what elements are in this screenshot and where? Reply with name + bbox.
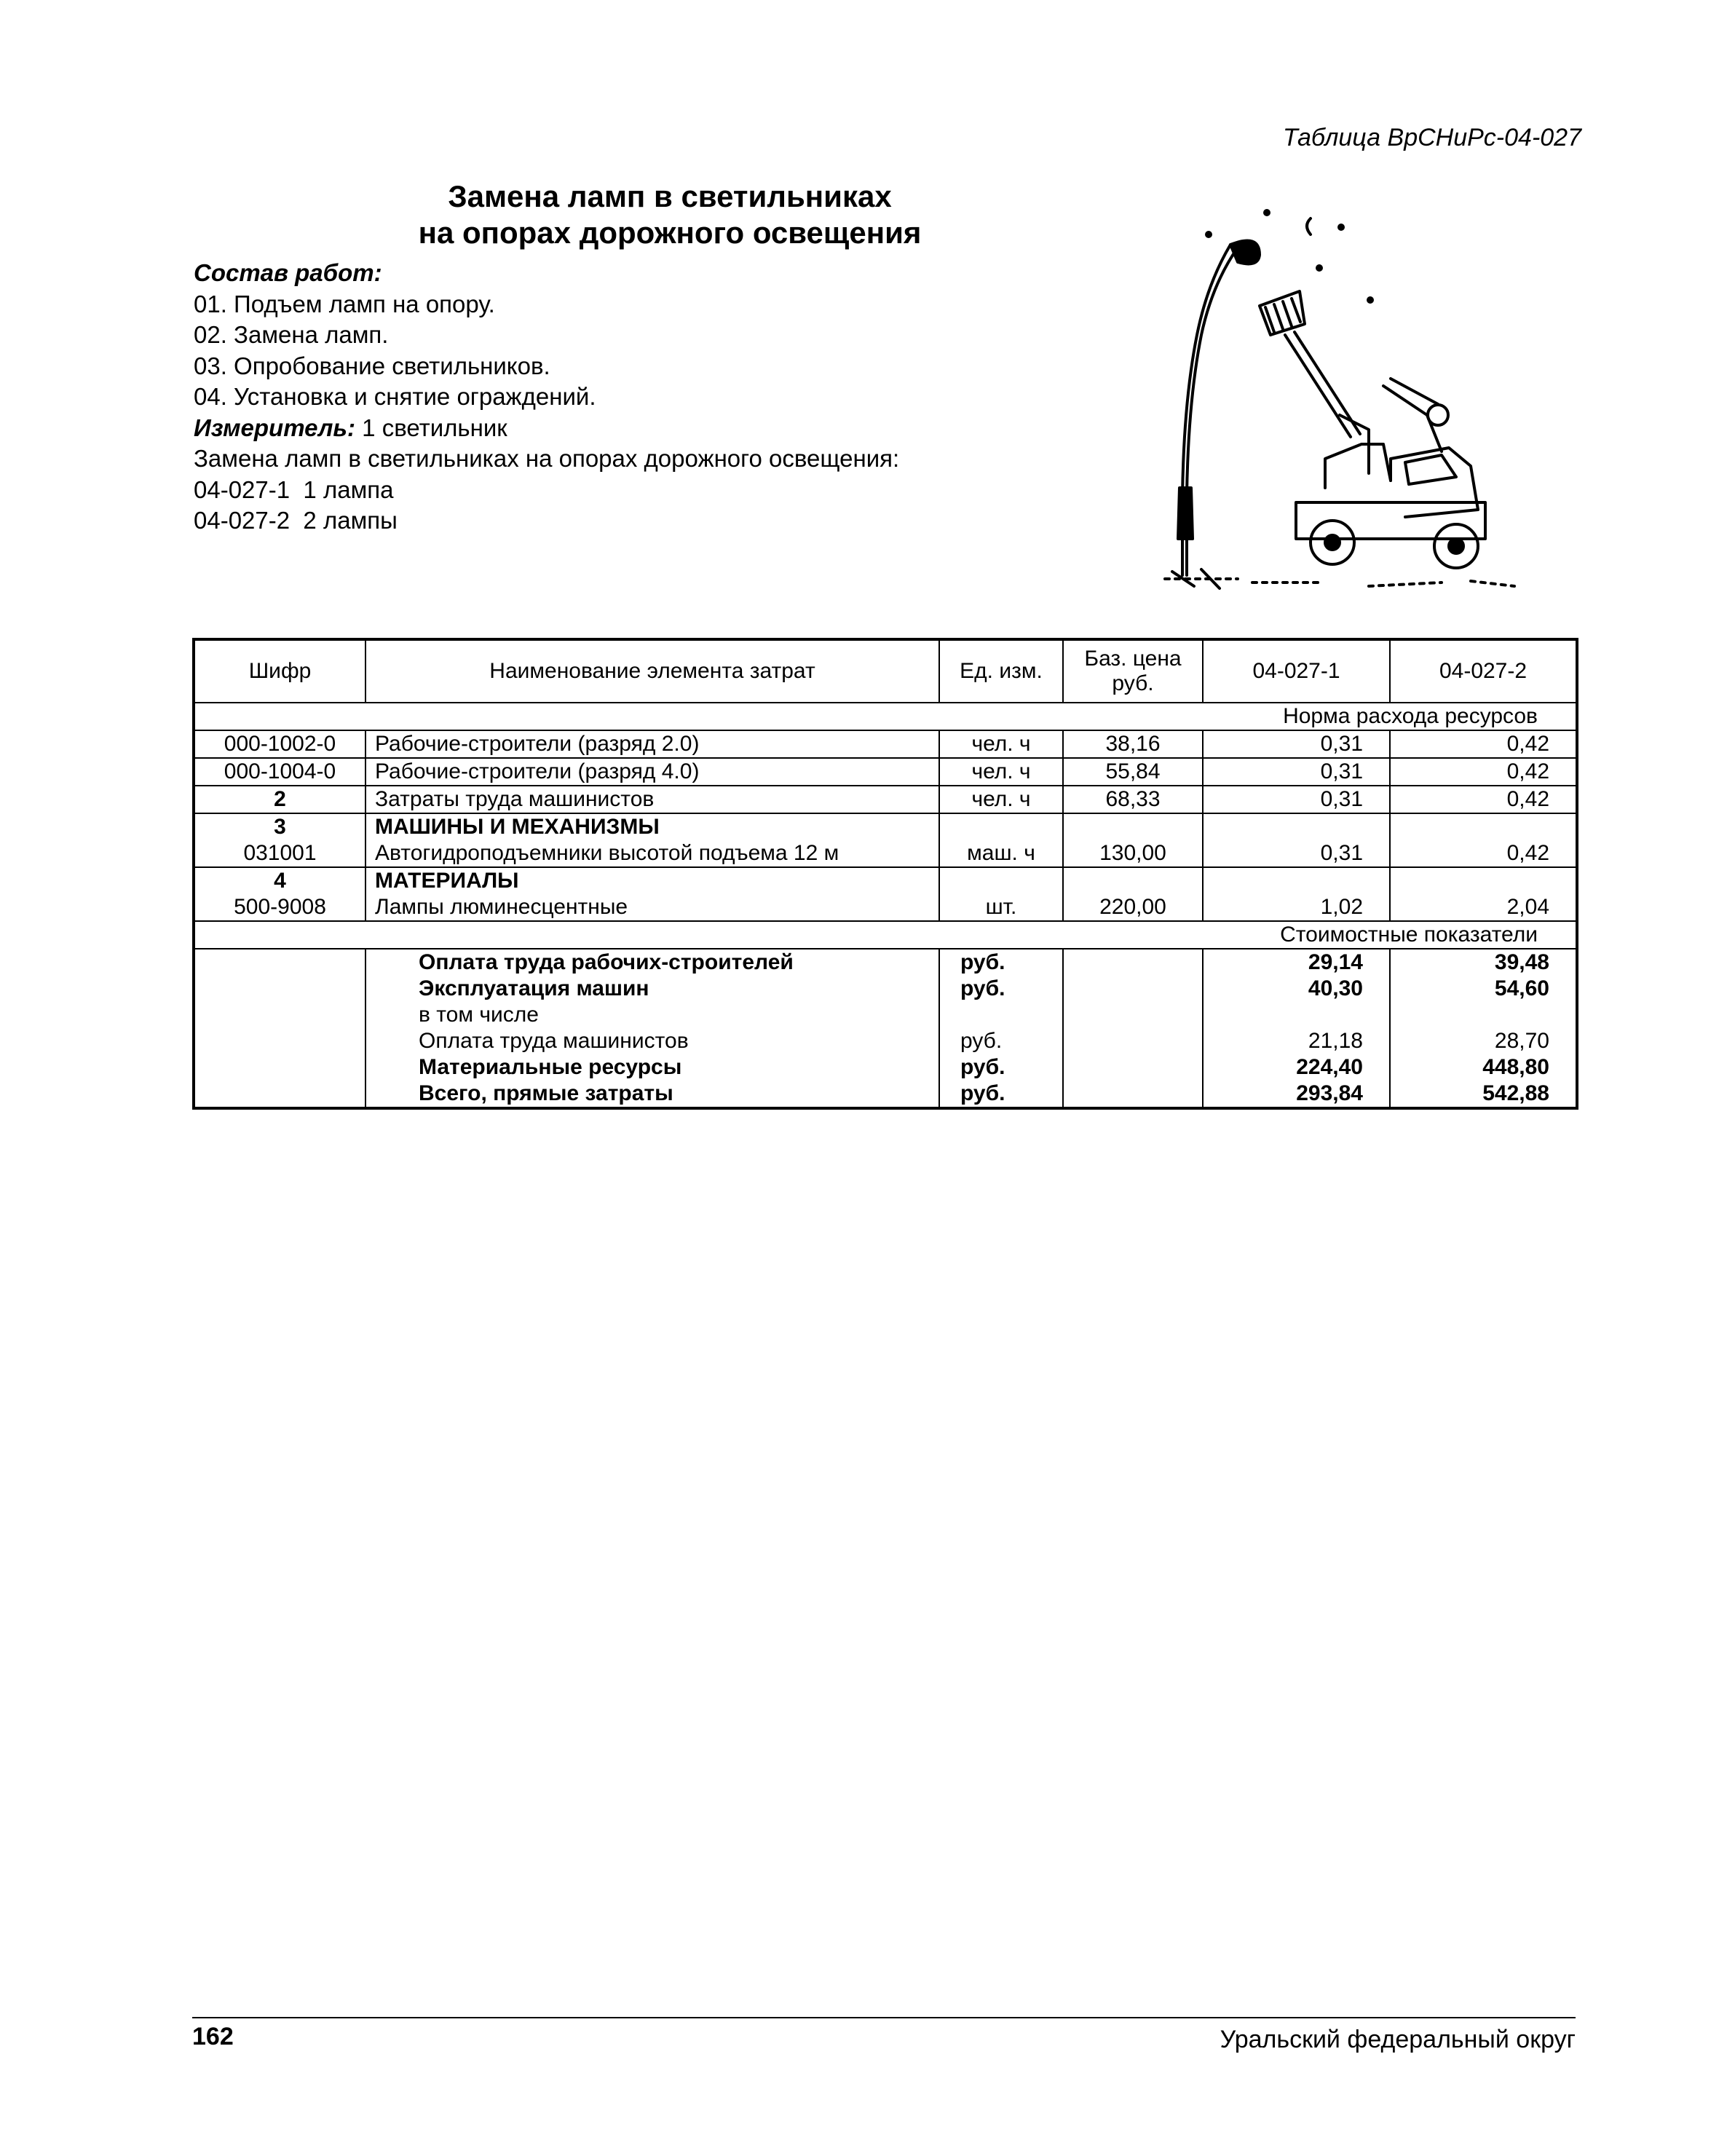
- summary-unit: руб.: [939, 976, 1063, 1002]
- work-item: 03. Опробование светильников.: [194, 352, 550, 379]
- works-label: Состав работ:: [194, 259, 382, 286]
- row-code: 000-1002-0: [194, 730, 365, 758]
- work-item: 04. Установка и снятие ограждений.: [194, 383, 596, 410]
- row-value-2: 0,42: [1390, 730, 1577, 758]
- row-value-1: 1,02: [1203, 894, 1390, 921]
- summary-value-2: 448,80: [1390, 1054, 1577, 1081]
- summary-row: [194, 1054, 1577, 1081]
- header-variant-1: 04-027-1: [1203, 639, 1390, 703]
- summary-value-1: 224,40: [1203, 1054, 1390, 1081]
- norm-section-row: [194, 703, 1577, 730]
- table-row: [194, 894, 1577, 921]
- title-line-2: на опорах дорожного освещения: [418, 216, 922, 250]
- summary-row: [194, 976, 1577, 1002]
- row-value-2: 0,42: [1390, 758, 1577, 786]
- aerial-lift-illustration: [1150, 197, 1529, 597]
- row-unit: чел. ч: [939, 730, 1063, 758]
- summary-value-2: 28,70: [1390, 1028, 1577, 1054]
- summary-row: [194, 949, 1577, 976]
- summary-name: Материальные ресурсы: [365, 1054, 939, 1081]
- row-name: Затраты труда машинистов: [365, 786, 939, 813]
- row-value-2: 2,04: [1390, 894, 1577, 921]
- row-price: 38,16: [1063, 730, 1203, 758]
- summary-value-1: 29,14: [1203, 949, 1390, 976]
- summary-name: Оплата труда машинистов: [365, 1028, 939, 1054]
- header-name: Наименование элемента затрат: [365, 639, 939, 703]
- row-value-1: 0,31: [1203, 730, 1390, 758]
- row-value-1: 0,31: [1203, 786, 1390, 813]
- summary-row: [194, 1028, 1577, 1054]
- variant-item: 04-027-1 1 лампа: [194, 475, 394, 503]
- summary-value-1: 21,18: [1203, 1028, 1390, 1054]
- header-price-line-1: Баз. цена: [1084, 647, 1182, 671]
- row-name: Рабочие-строители (разряд 2.0): [365, 730, 939, 758]
- row-name: Автогидроподъемники высотой подъема 12 м: [365, 840, 939, 867]
- row-price: 130,00: [1063, 840, 1203, 867]
- summary-name: Оплата труда рабочих-строителей: [365, 949, 939, 976]
- summary-value-2: 542,88: [1390, 1081, 1577, 1108]
- section-name: МАТЕРИАЛЫ: [365, 867, 939, 894]
- summary-name: Эксплуатация машин: [365, 976, 939, 1002]
- section-code: 4: [194, 867, 365, 894]
- table-reference: Таблица ВрСНиРс-04-027: [1282, 124, 1581, 151]
- summary-unit: руб.: [939, 949, 1063, 976]
- row-value-2: 0,42: [1390, 786, 1577, 813]
- row-price: 68,33: [1063, 786, 1203, 813]
- summary-unit: руб.: [939, 1081, 1063, 1108]
- table-section-row: [194, 867, 1577, 894]
- row-unit: чел. ч: [939, 758, 1063, 786]
- norm-section-label: Норма расхода ресурсов: [194, 703, 1577, 730]
- work-description: [194, 258, 1140, 537]
- section-code: 3: [194, 813, 365, 840]
- row-code: 000-1004-0: [194, 758, 365, 786]
- summary-value-1: 40,30: [1203, 976, 1390, 1002]
- row-unit: маш. ч: [939, 840, 1063, 867]
- row-value-1: 0,31: [1203, 840, 1390, 867]
- row-price: 220,00: [1063, 894, 1203, 921]
- row-code: 031001: [194, 840, 365, 867]
- summary-row: [194, 1081, 1577, 1108]
- summary-row: [194, 1002, 1577, 1028]
- table-row: [194, 786, 1577, 813]
- meter-label: Измеритель:: [194, 414, 355, 441]
- summary-value-2: 54,60: [1390, 976, 1577, 1002]
- row-name: Лампы люминесцентные: [365, 894, 939, 921]
- summary-unit: руб.: [939, 1054, 1063, 1081]
- row-price: 55,84: [1063, 758, 1203, 786]
- work-item: 02. Замена ламп.: [194, 321, 389, 348]
- table-row: [194, 840, 1577, 867]
- header-variant-2: 04-027-2: [1390, 639, 1577, 703]
- table-section-row: [194, 813, 1577, 840]
- cost-section-row: [194, 921, 1577, 949]
- variant-item: 04-027-2 2 лампы: [194, 507, 398, 534]
- scope-description: Замена ламп в светильниках на опорах дорожного освещения:: [194, 445, 900, 472]
- meter-value: 1 светильник: [362, 414, 507, 441]
- summary-name: в том числе: [365, 1002, 939, 1028]
- title-line-1: Замена ламп в светильниках: [448, 179, 892, 213]
- row-value-1: 0,31: [1203, 758, 1390, 786]
- table-header-row: [194, 639, 1577, 703]
- row-name: Рабочие-строители (разряд 4.0): [365, 758, 939, 786]
- page-title: [320, 178, 1019, 251]
- row-code: 500-9008: [194, 894, 365, 921]
- header-unit: Ед. изм.: [939, 639, 1063, 703]
- footer-district: Уральский федеральный округ: [1220, 2026, 1576, 2053]
- summary-unit: руб.: [939, 1028, 1063, 1054]
- summary-value-1: 293,84: [1203, 1081, 1390, 1108]
- row-unit: чел. ч: [939, 786, 1063, 813]
- section-name: МАШИНЫ И МЕХАНИЗМЫ: [365, 813, 939, 840]
- row-code: 2: [194, 786, 365, 813]
- meter-line: [194, 413, 1140, 444]
- footer-divider: [192, 2017, 1576, 2018]
- summary-value-2: 39,48: [1390, 949, 1577, 976]
- cost-section-label: Стоимостные показатели: [194, 921, 1577, 949]
- row-unit: шт.: [939, 894, 1063, 921]
- page-number: 162: [192, 2023, 234, 2050]
- header-code: Шифр: [194, 639, 365, 703]
- work-item: 01. Подъем ламп на опору.: [194, 290, 495, 317]
- summary-name: Всего, прямые затраты: [365, 1081, 939, 1108]
- header-price: [1063, 639, 1203, 703]
- resource-cost-table: [192, 638, 1578, 1110]
- table-row: [194, 758, 1577, 786]
- row-value-2: 0,42: [1390, 840, 1577, 867]
- header-price-line-2: руб.: [1112, 671, 1154, 695]
- table-row: [194, 730, 1577, 758]
